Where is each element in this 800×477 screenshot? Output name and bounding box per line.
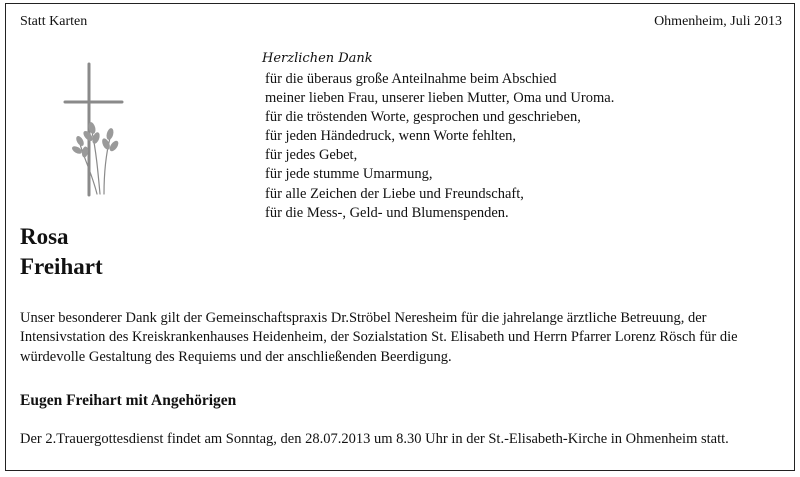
special-thanks-paragraph: Unser besonderer Dank gilt der Gemeinschaftspraxis Dr.Ströbel Neresheim für die jahrelange ärztliche Betreuung, der Intensivstation des Kreiskrankenhauses Heidenheim, der Sozialstation St. Elisabeth und Herrn Pfarrer Lorenz Rösch für die würdevolle Gestaltung des Requiems und der anschließenden Beerdigung.	[20, 310, 738, 365]
deceased-first-name: Rosa	[20, 224, 69, 249]
thanks-line: für alle Zeichen der Liebe und Freundschaft,	[265, 185, 524, 202]
thanks-line: für die überaus große Anteilnahme beim Abschied	[265, 71, 557, 87]
thanks-line: für jeden Händedruck, wenn Worte fehlten,	[265, 128, 517, 145]
family-signature: Eugen Freihart mit Angehörigen	[20, 392, 237, 409]
thanks-line: für jedes Gebet,	[265, 147, 358, 164]
header-right-place-date: Ohmenheim, Juli 2013	[654, 14, 782, 29]
obituary-notice	[5, 3, 795, 471]
cross-with-wheat-icon	[62, 62, 132, 197]
thanks-line: für jede stumme Umarmung,	[265, 166, 433, 183]
thanks-line: meiner lieben Frau, unserer lieben Mutter, Oma und Uroma.	[265, 90, 615, 107]
thanks-line: für die tröstenden Worte, gesprochen und geschrieben,	[265, 109, 581, 126]
deceased-last-name: Freihart	[20, 254, 103, 279]
thanks-heading: Herzlichen Dank	[262, 51, 373, 66]
thanks-line: für die Mess-, Geld- und Blumenspenden.	[265, 204, 509, 221]
memorial-service-notice: Der 2.Trauergottesdienst findet am Sonntag, den 28.07.2013 um 8.30 Uhr in der St.-Elisabeth-Kirche in Ohmenheim statt.	[20, 431, 729, 447]
thanks-list	[265, 70, 614, 223]
header-left: Statt Karten	[20, 14, 88, 29]
